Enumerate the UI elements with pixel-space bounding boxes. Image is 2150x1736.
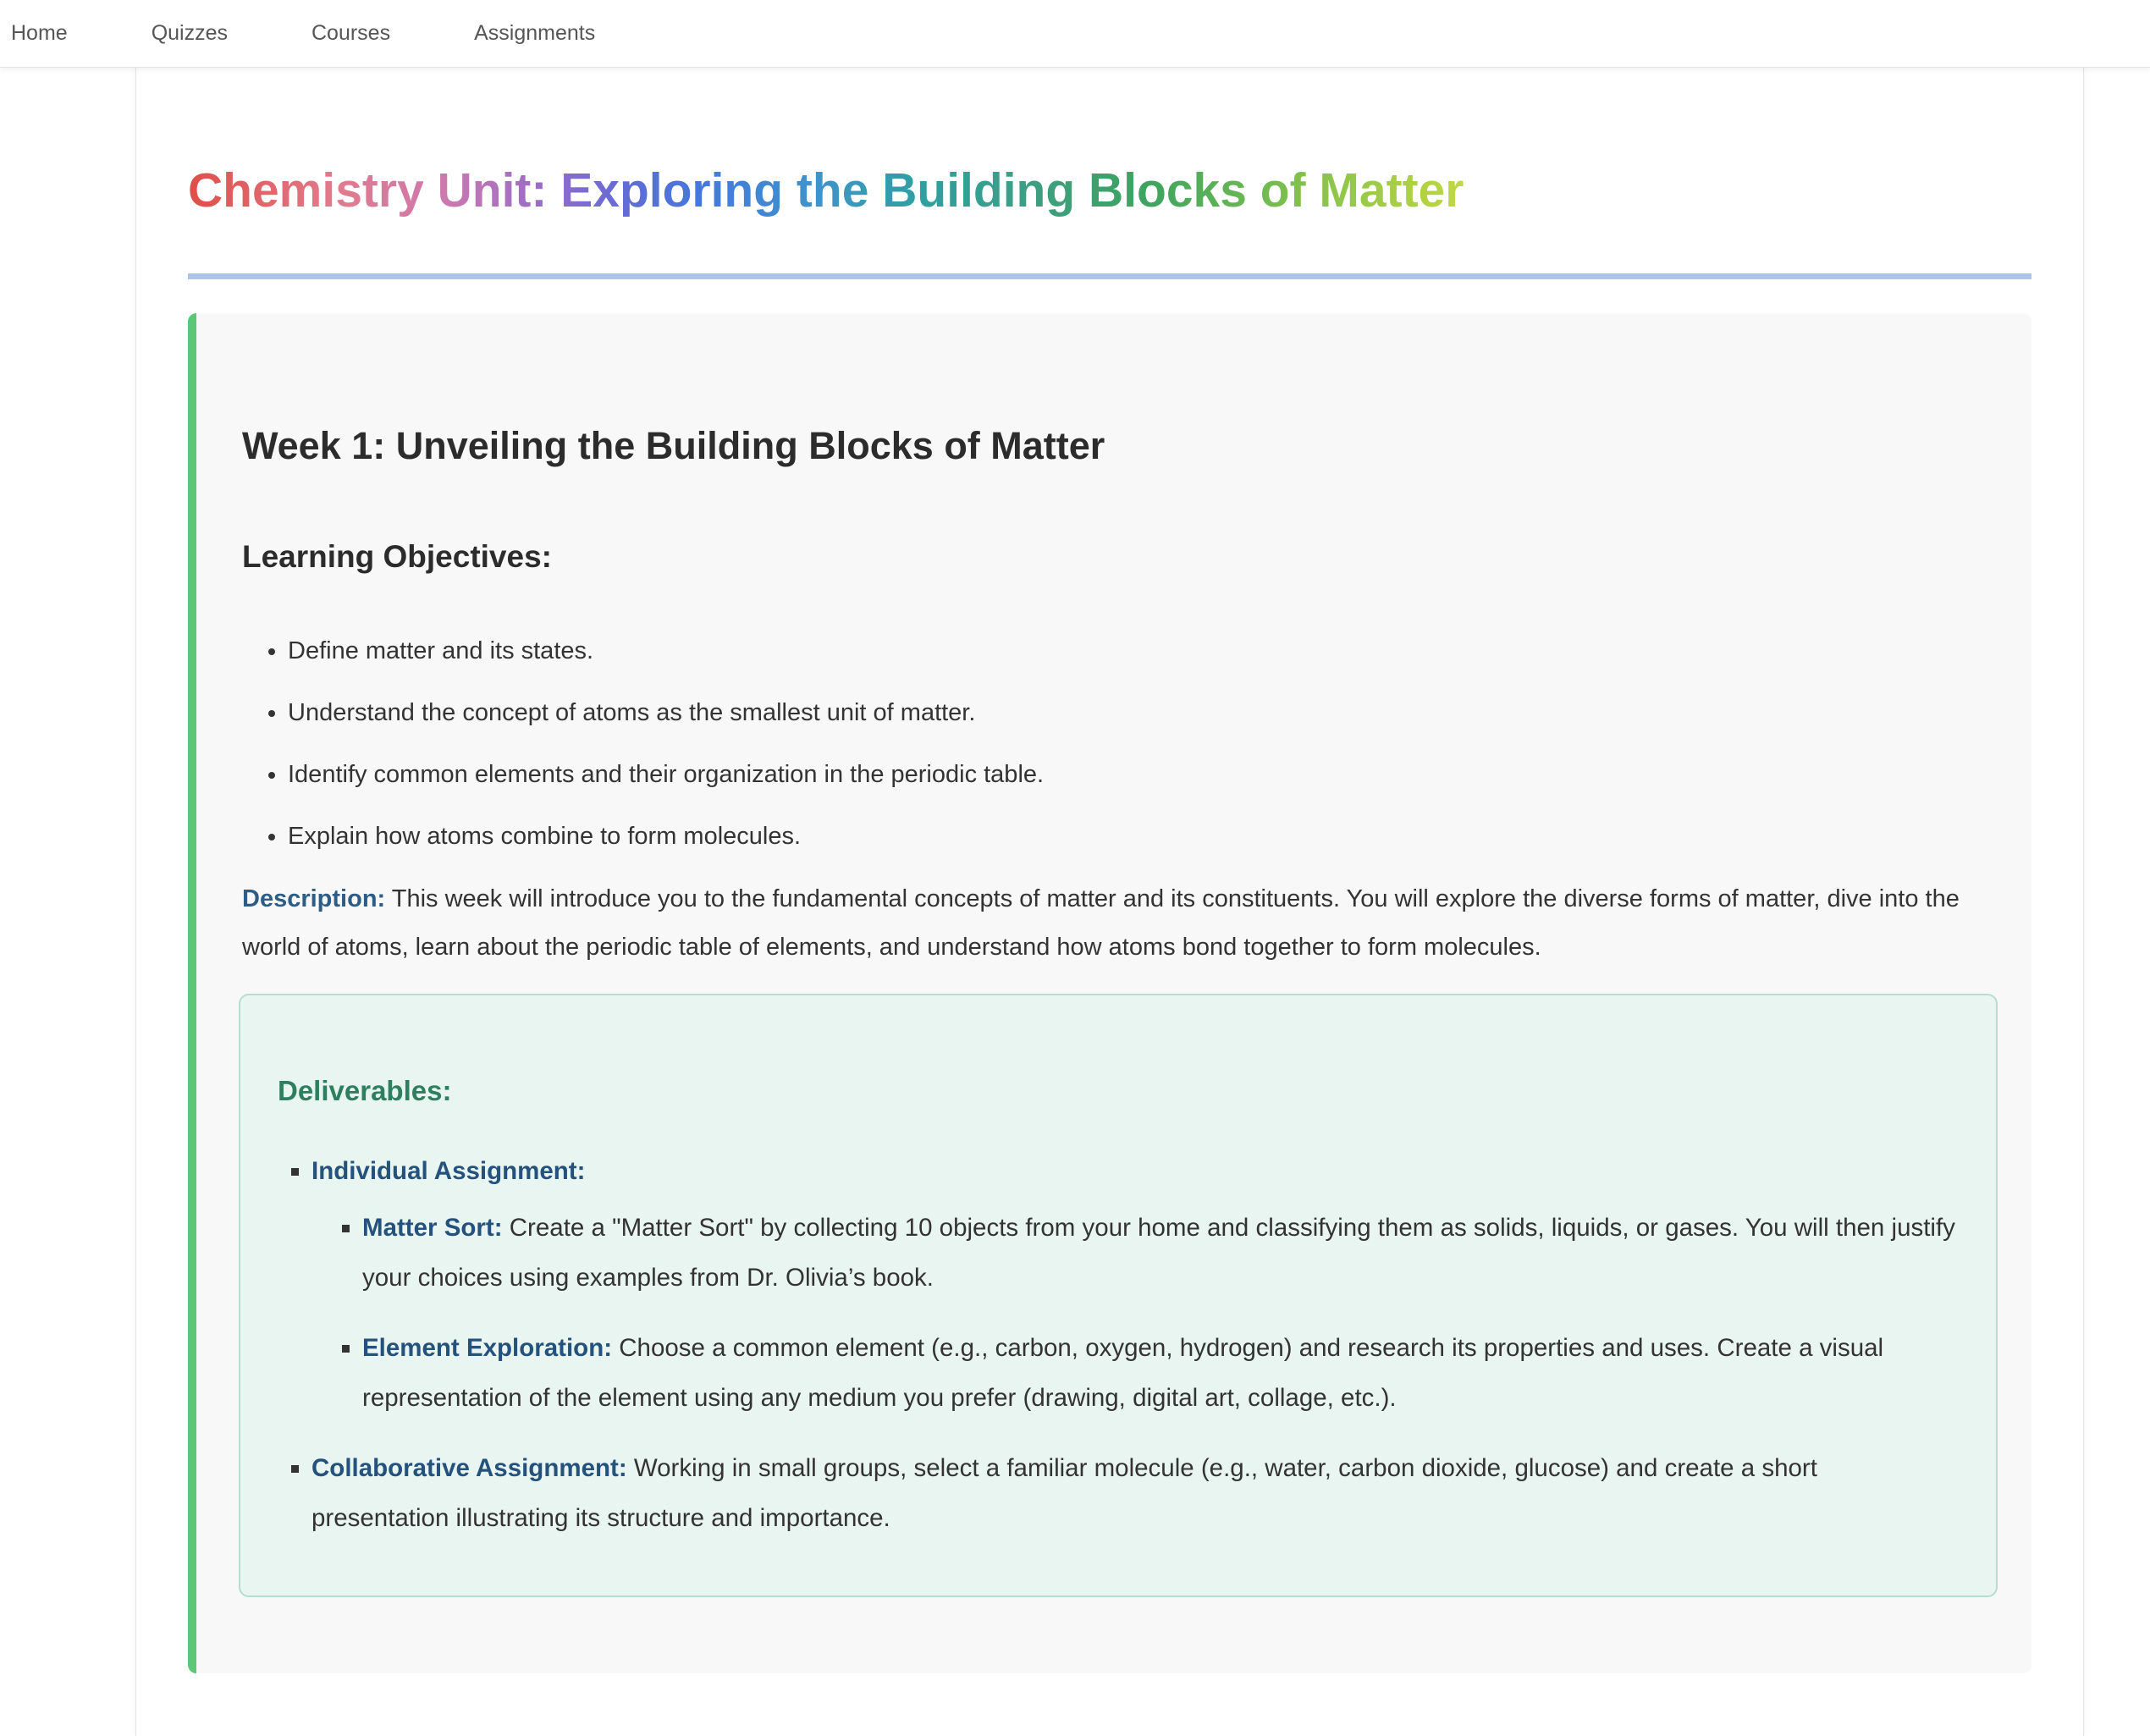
assignment-label: Individual Assignment: — [311, 1157, 586, 1186]
deliverables-heading: Deliverables: — [278, 1075, 452, 1107]
objective-item: • Identify common elements and their organization in the periodic table. — [288, 752, 1998, 799]
objectives-heading: Learning Objectives: — [242, 538, 552, 574]
page-title: Chemistry Unit: Exploring the Building Blocks of Matter — [188, 68, 2031, 279]
objective-item: • Understand the concept of atoms as the smallest unit of matter. — [288, 690, 1998, 737]
assignment-text: Choose a common element (e.g., carbon, oxygen, hydrogen) and research its properties and uses. Create a visual representation of the element using any medium you prefer (drawing, digital art, collage, etc.). — [362, 1334, 1884, 1413]
list-item-collaborative-assignment — [311, 1443, 1959, 1543]
assignment-label: Matter Sort: — [362, 1214, 503, 1243]
nav-item-courses[interactable]: Courses — [311, 21, 391, 45]
objectives-list — [239, 628, 1998, 861]
list-item-matter-sort — [362, 1203, 1959, 1303]
nav-item-assignments[interactable]: Assignments — [474, 21, 596, 45]
list-item-element-exploration — [362, 1323, 1959, 1423]
assignment-label: Collaborative Assignment: — [311, 1454, 627, 1483]
description-label: Description: — [242, 885, 386, 912]
deliverables-list — [278, 1146, 1959, 1543]
objective-item: • Define matter and its states. — [288, 628, 1998, 675]
content-container — [135, 68, 2084, 1736]
individual-assignment-sublist — [311, 1203, 1959, 1423]
description-text: This week will introduce you to the fundamental concepts of matter and its constituents. You will explore the diverse forms of matter, dive into the world of atoms, learn about the periodic table of elements, and understand how atoms bond together to form molecules. — [242, 885, 1960, 962]
week-card — [188, 313, 2031, 1674]
description — [242, 875, 1998, 972]
assignment-text: Working in small groups, select a familiar molecule (e.g., water, carbon dioxide, glucose) and create a short presentation illustrating its structure and importance. — [311, 1454, 1817, 1533]
top-nav — [0, 0, 2150, 68]
assignment-label: Element Exploration: — [362, 1334, 613, 1363]
week-heading: Week 1: Unveiling the Building Blocks of Matter — [242, 423, 1105, 467]
nav-item-home[interactable]: Home — [11, 21, 68, 45]
objective-item: • Explain how atoms combine to form molecules. — [288, 813, 1998, 861]
assignment-text: Create a "Matter Sort" by collecting 10 objects from your home and classifying them as solids, liquids, or gases. You will then justify your choices using examples from Dr. Olivia’s book. — [362, 1214, 1955, 1292]
deliverables-box — [239, 994, 1998, 1597]
list-item-individual-assignment — [311, 1146, 1959, 1423]
nav-item-quizzes[interactable]: Quizzes — [151, 21, 228, 45]
